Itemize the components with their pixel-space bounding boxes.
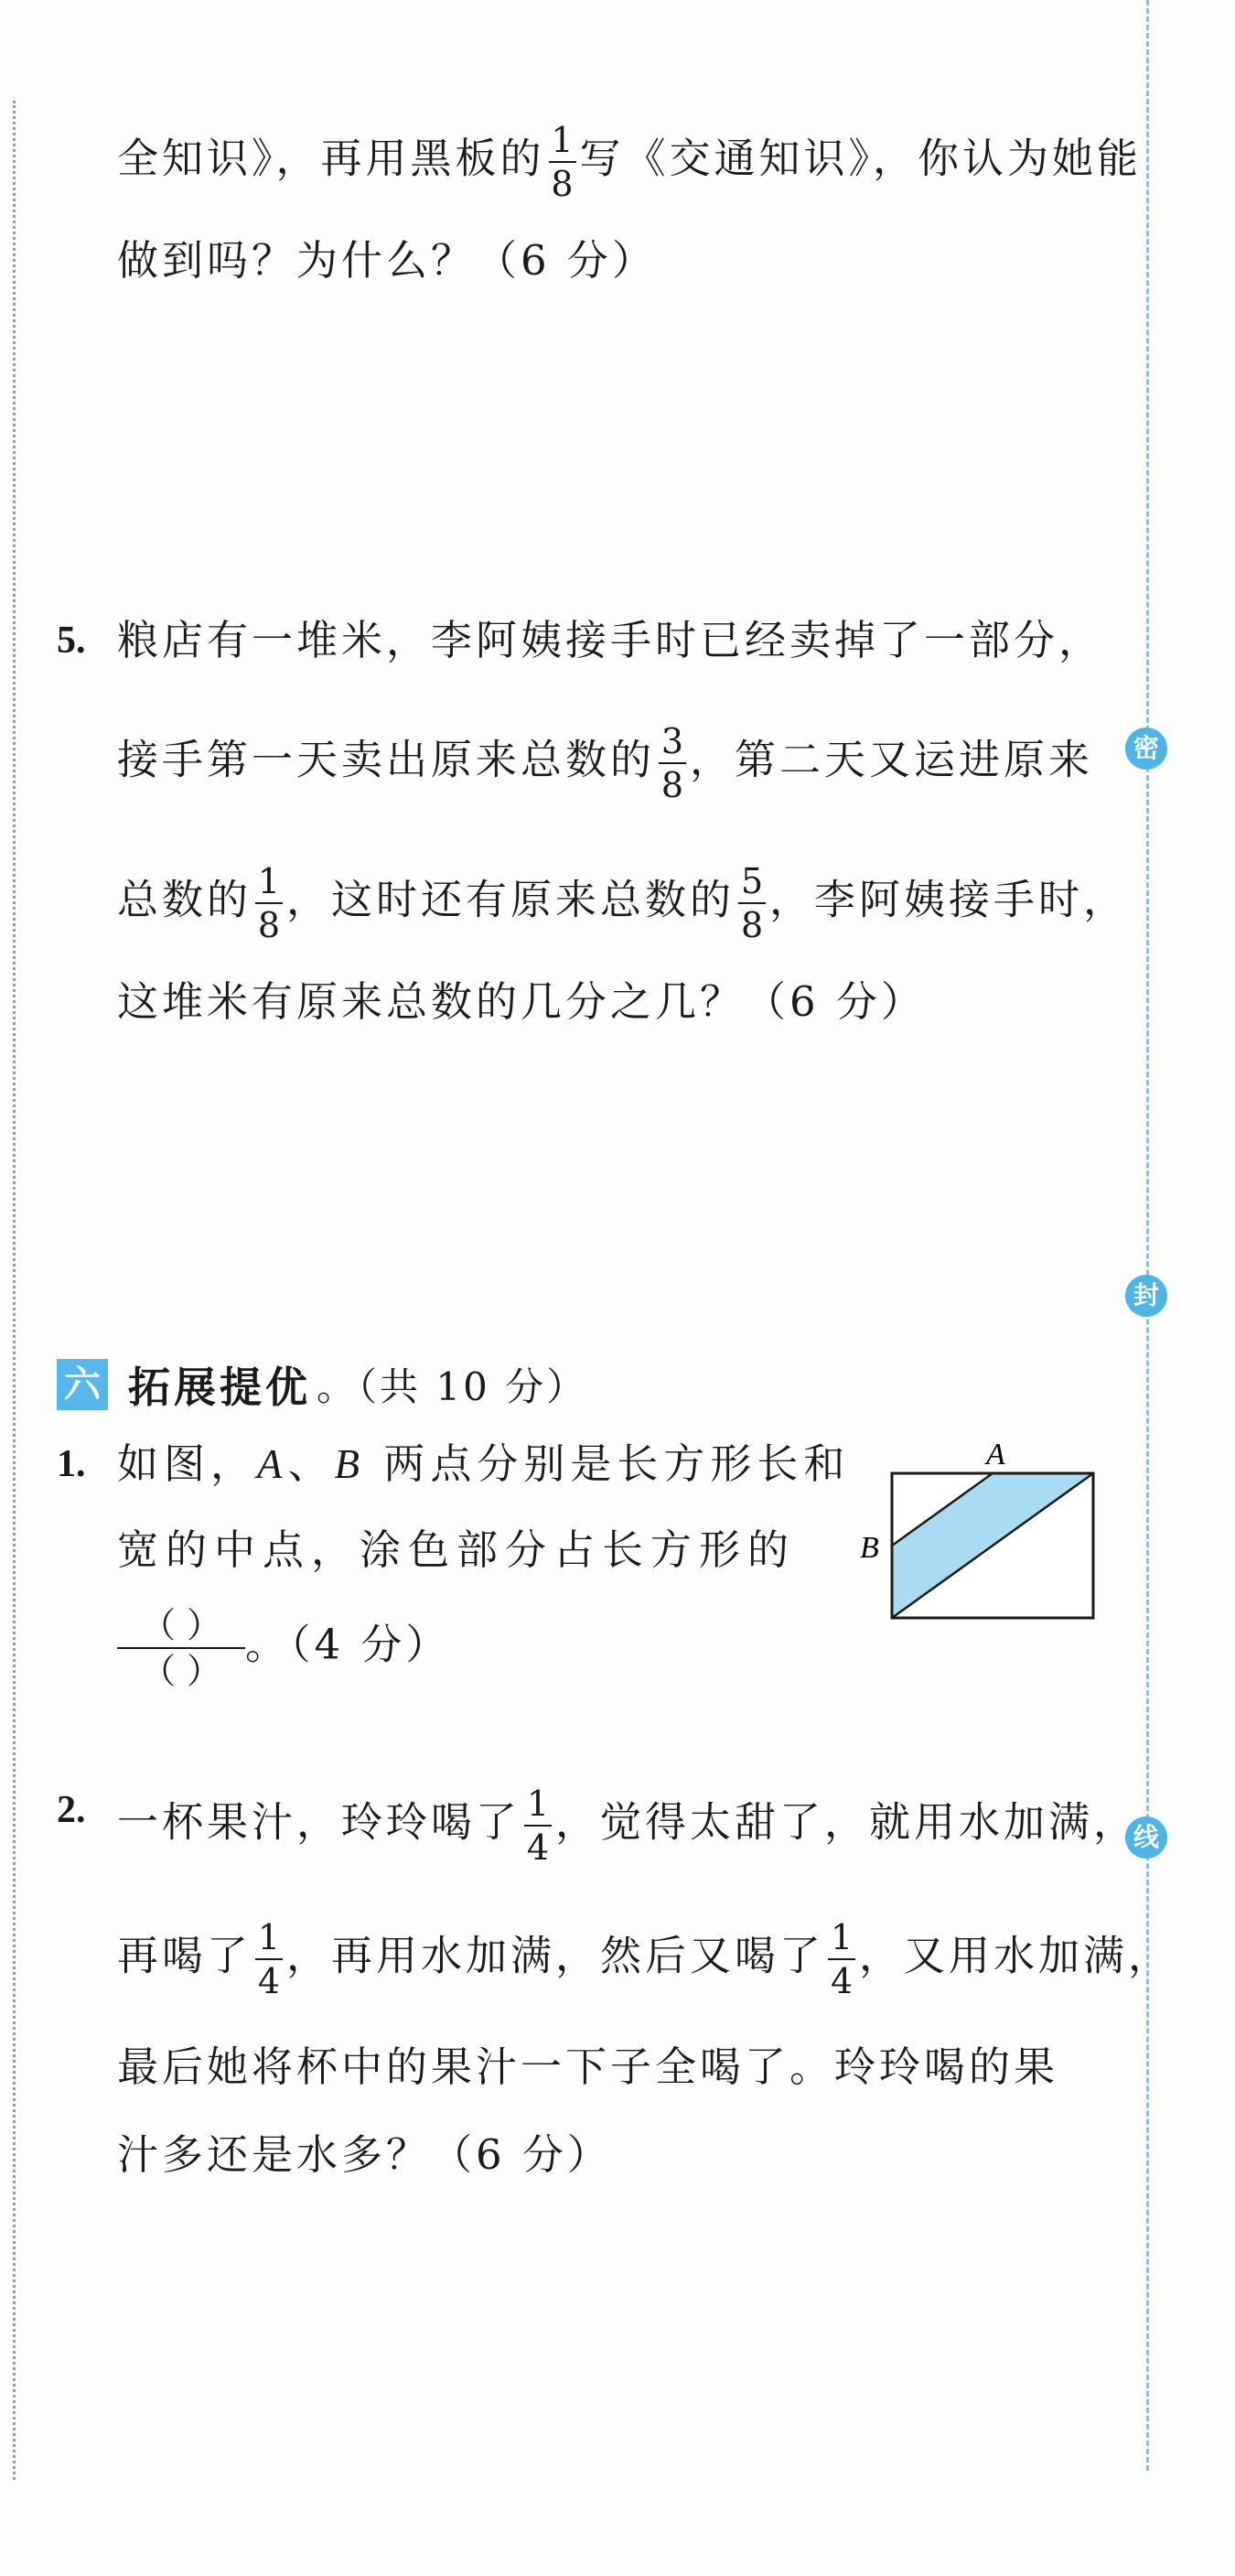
s6q1-line2: 宽的中点，涂色部分占长方形的 (117, 1525, 797, 1574)
frac-denominator: 8 (257, 905, 281, 945)
s6q2-text: ，再用水加满，然后又喝了 (286, 1931, 825, 1980)
s6q1-number: 1. (57, 1443, 86, 1485)
q5-text: ，第二天又运进原来 (690, 735, 1094, 784)
left-binding-dots (13, 101, 16, 2480)
frac-numerator: 1 (551, 120, 574, 160)
seal-line (1146, 0, 1149, 2471)
section-six-header (57, 1354, 587, 1415)
q4-line2: 做到吗？为什么？（6 分） (117, 236, 657, 285)
frac-denominator: 4 (830, 1961, 854, 2001)
frac-numerator: 1 (257, 861, 281, 901)
s6q2-text: ，又用水加满， (859, 1931, 1174, 1980)
s6q1-line1 (117, 1437, 850, 1492)
figure-label-b: B (860, 1531, 879, 1565)
frac-denominator: 4 (526, 1827, 550, 1868)
seal-badge-mi: 密 (1125, 728, 1167, 770)
s6q2-line2 (117, 1916, 1173, 2002)
q5-fraction-3 (738, 860, 766, 946)
q5-text: ，这时还有原来总数的 (286, 875, 736, 924)
s6q2-line3: 最后她将杯中的果汁一下子全喝了。玲玲喝的果 (117, 2042, 1059, 2091)
frac-denominator: 8 (740, 905, 764, 945)
q5-fraction-2 (255, 860, 283, 946)
frac-numerator: 1 (257, 1917, 281, 1957)
q5-line2 (117, 720, 1093, 806)
section-score-note: 。（共 10 分） (317, 1364, 588, 1409)
separator: 、 (287, 1439, 335, 1488)
seal-badge-feng: 封 (1125, 1275, 1167, 1317)
s6q2-fraction-2 (255, 1916, 283, 2002)
s6q2-fraction-1 (524, 1783, 552, 1869)
q5-line3 (117, 860, 1128, 946)
point-a-label: A (257, 1441, 288, 1487)
frac-denominator: 8 (660, 765, 684, 805)
rectangle-figure (851, 1437, 1107, 1629)
seal-badge-xian: 线 (1125, 1816, 1167, 1859)
q5-text: 总数的 (117, 875, 252, 924)
q5-text: ，李阿姨接手时， (769, 875, 1129, 924)
frac-numerator: 5 (740, 861, 764, 901)
q5-number: 5. (57, 620, 86, 662)
s6q2-text: ，觉得太甜了，就用水加满， (555, 1797, 1139, 1847)
answer-blank-fraction[interactable] (117, 1603, 245, 1693)
q4-fraction (549, 119, 576, 205)
s6q2-text: 一杯果汁，玲玲喝了 (117, 1797, 521, 1847)
q4-text-a: 全知识》，再用黑板的 (117, 134, 545, 183)
section-title: 拓展提优 (128, 1363, 311, 1412)
s6q2-line4: 汁多还是水多？（6 分） (117, 2130, 612, 2179)
frac-denominator: 8 (551, 164, 574, 204)
s6q2-number: 2. (57, 1789, 86, 1831)
s6q2-fraction-3 (828, 1916, 855, 2002)
frac-numerator: 1 (526, 1784, 550, 1824)
section-number-badge: 六 (57, 1359, 108, 1410)
q5-line1: 粮店有一堆米，李阿姨接手时已经卖掉了一部分， (117, 616, 1104, 664)
q4-text-b: 写《交通知识》，你认为她能 (579, 134, 1143, 183)
frac-denominator: 4 (257, 1961, 281, 2001)
frac-numerator: 1 (830, 1917, 854, 1957)
blank-numerator[interactable]: （ ） (140, 1605, 222, 1645)
point-b-label: B (334, 1441, 366, 1487)
s6q1-text: 如图， (117, 1439, 258, 1488)
figure-label-a: A (986, 1438, 1005, 1471)
s6q2-text: 再喝了 (117, 1931, 252, 1980)
s6q1-text: 两点分别是长方形长和 (365, 1439, 851, 1488)
q5-text: 接手第一天卖出原来总数的 (117, 735, 656, 784)
s6q1-score: 。（4 分） (245, 1620, 451, 1669)
q5-line4: 这堆米有原来总数的几分之几？（6 分） (117, 977, 926, 1026)
blank-denominator[interactable]: （ ） (140, 1651, 222, 1691)
q4-line1 (117, 119, 1142, 205)
frac-numerator: 3 (660, 721, 684, 761)
s6q2-line1 (117, 1783, 1138, 1869)
s6q1-line3 (117, 1603, 450, 1693)
q5-fraction-1 (659, 720, 686, 806)
